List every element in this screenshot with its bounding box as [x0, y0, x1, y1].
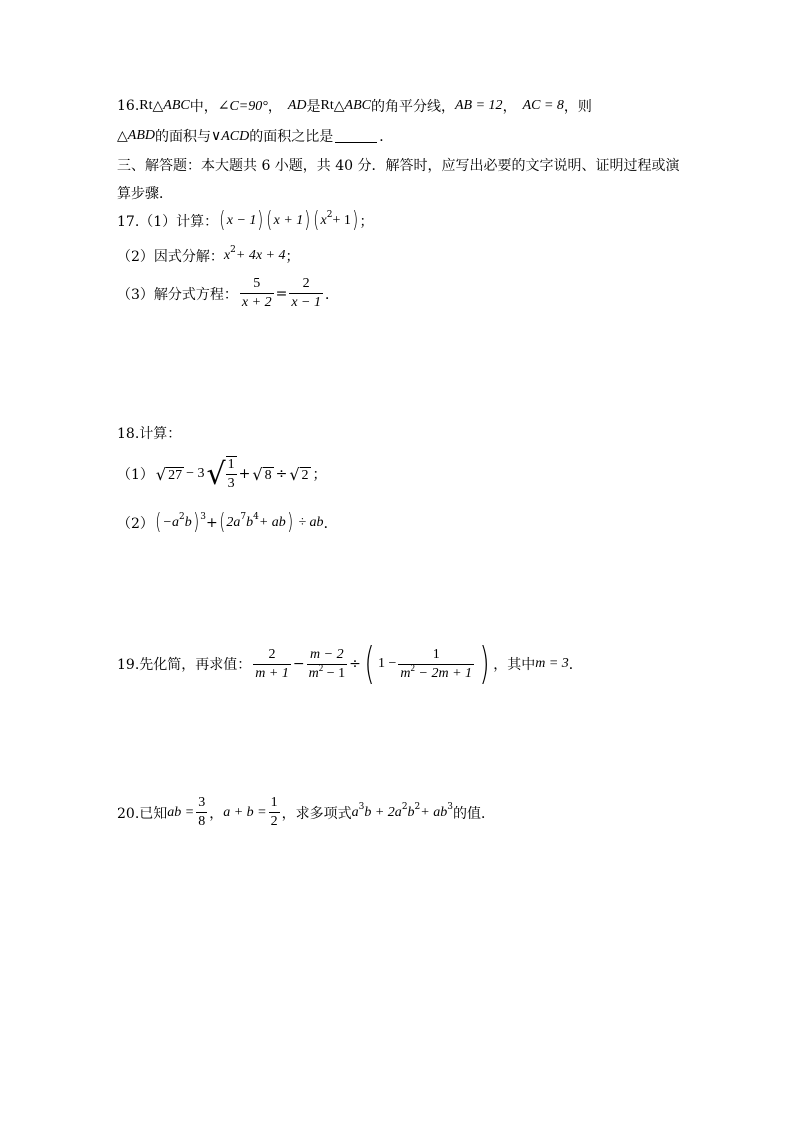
radicand: 27: [168, 467, 183, 483]
den-part: m: [400, 665, 411, 681]
frac-den: 3: [227, 476, 235, 491]
frac-den: x − 1: [291, 295, 321, 310]
q17-factor: x + 1: [273, 212, 304, 228]
q16-triangle-symbol: △: [333, 98, 345, 114]
exp: 4: [253, 511, 259, 522]
q17-factor: x: [320, 212, 327, 228]
q16-ac: AC = 8: [522, 98, 564, 113]
q20-label: 20.已知: [117, 805, 168, 822]
q16-line1: [117, 96, 592, 116]
frac-num: 1: [432, 646, 440, 662]
q19-fraction: [398, 647, 474, 682]
q17-factor: + 1: [332, 212, 351, 228]
q19-term: 1 −: [378, 656, 397, 671]
q16-text: 的面积与: [155, 129, 211, 145]
frac-num: 1: [227, 457, 235, 472]
q19-fraction: [307, 647, 348, 682]
q20-term: + ab: [420, 804, 448, 820]
radicand: 2: [301, 467, 309, 483]
q19-value: m = 3: [535, 656, 569, 671]
q17-poly: + 4x + 4: [235, 248, 286, 263]
frac-den: m + 1: [255, 665, 289, 681]
exp: 3: [447, 801, 453, 812]
q17-exp: 2: [230, 245, 236, 255]
frac-den: [398, 664, 474, 682]
q16-abd: ABD: [127, 128, 155, 143]
q18-text: ．: [323, 515, 338, 532]
q19-text: ，其中: [493, 657, 536, 673]
q18-fraction: [226, 456, 237, 492]
radicand: 8: [264, 467, 272, 483]
q17-part1: 17.（1）计算： ( x − 1 ) ( x + 1 ) ( x 2 + 1 ) ；: [117, 208, 374, 233]
den-part: m: [308, 665, 319, 681]
q18-term: b: [184, 514, 192, 530]
frac-den: x + 2: [241, 295, 272, 310]
exp: 2: [414, 801, 421, 812]
q16-text: ，则: [563, 99, 592, 115]
q17-poly: x: [223, 248, 231, 263]
q20-term: ab =: [167, 804, 195, 820]
q18-label-text: 18.计算：: [117, 426, 182, 442]
minus: −: [292, 656, 305, 672]
q16-rt: Rt: [320, 98, 334, 113]
exp: 7: [240, 511, 247, 522]
section-heading: 三、解答题：本大题共 6 小题，共 40 分．解答时，应写出必要的文字说明、证明过程或演: [117, 158, 680, 174]
q16-text: ，: [502, 99, 517, 115]
sqrt-27: √ 27: [155, 464, 183, 484]
frac-num: 5: [253, 276, 261, 291]
exp: 3: [200, 511, 207, 522]
q20-term: a + b =: [223, 804, 267, 820]
q16-rt: Rt: [139, 98, 153, 113]
q17-fraction: [240, 276, 274, 311]
equals: =: [275, 285, 288, 302]
q17-part3: [117, 276, 339, 311]
q20-fraction: [196, 795, 207, 830]
q17-part2: [117, 246, 299, 266]
q16-ab: AB = 12: [455, 98, 503, 113]
frac-num: m − 2: [310, 646, 344, 662]
den-part: − 2m + 1: [415, 665, 473, 681]
exp: 2: [401, 801, 408, 812]
q17-exp: 2: [326, 209, 333, 220]
q17-text: ；: [359, 213, 374, 230]
frac-num: 2: [268, 646, 276, 662]
frac-num: 1: [270, 795, 278, 810]
q17-factor: x − 1: [226, 212, 257, 228]
divide: ÷: [349, 656, 361, 672]
q18-term: −a: [162, 514, 179, 530]
q20-term: b + 2a: [364, 804, 402, 820]
q19-fraction: [253, 647, 291, 682]
q16-ad: AD: [287, 98, 307, 113]
answer-blank[interactable]: [335, 130, 377, 143]
q20-term: b: [407, 804, 415, 820]
plus: +: [206, 514, 218, 531]
q16-angle: ∠C=90°: [217, 98, 268, 114]
q17-text: ；: [285, 249, 300, 265]
frac-den: [307, 664, 348, 682]
q16-text: 的角平分线，: [371, 99, 455, 115]
q16-text: 中，: [189, 99, 218, 115]
exp: 3: [358, 801, 365, 812]
section-heading-cont: 算步骤．: [117, 186, 173, 202]
q18-label: [117, 423, 181, 443]
q18-text: ；: [312, 467, 327, 483]
q16-text: ．: [379, 129, 394, 145]
exp: 2: [318, 662, 324, 673]
q18-term: − 3: [186, 466, 205, 481]
q20-fraction: [269, 795, 280, 830]
q17-fraction: [289, 276, 323, 311]
frac-den: 8: [198, 814, 206, 829]
exp: 2: [178, 511, 185, 522]
q18-sub-label: （1）: [117, 467, 154, 483]
sqrt-8: √ 8: [252, 464, 272, 484]
q20-term: a: [351, 804, 359, 820]
q19-line: 19.先化简，再求值： $\frac{2}{m + 1}$ − $\frac{m - 2}{m^2 - 1}$ ÷ ( 1 − $\frac{1}{m^2 - 2m + 1}$ ) ，其中 m = 3 ．: [117, 638, 583, 689]
q16-acd: ∨ACD: [211, 128, 250, 144]
den-part: − 1: [323, 665, 346, 681]
frac-den: 2: [270, 814, 278, 829]
q16-abc: ABC: [163, 98, 190, 113]
sqrt-2: √ 2: [289, 464, 309, 484]
q18-term: + ab: [258, 514, 286, 530]
sqrt-frac: √ $\frac{1}{3}$: [206, 457, 235, 492]
q18-term: 2a: [226, 514, 241, 530]
q20-text: ，求多项式: [281, 805, 352, 822]
q16-text: 的面积之比是: [249, 129, 334, 145]
q18-part2: （2） ( −a 2 b ) 3 + ( 2a 7 b 4 + ab ) ÷ ab ．: [117, 510, 338, 535]
q20-text: ，: [209, 805, 224, 822]
q16-number: 16.: [117, 98, 140, 114]
q19-label: 19.先化简，再求值：: [117, 657, 252, 673]
frac-num: 2: [302, 276, 310, 291]
plus: +: [238, 466, 251, 482]
q20-line: [117, 795, 495, 830]
q17-label: （2）因式分解：: [117, 249, 224, 265]
q17-label: 17.（1）计算：: [117, 213, 219, 230]
q17-text: ．: [325, 286, 339, 303]
divide: ÷: [275, 466, 288, 482]
q18-term: b: [246, 514, 254, 530]
q16-abc: ABC: [344, 98, 371, 113]
q16-triangle-symbol: △: [117, 128, 128, 144]
q18-term: ÷ ab: [298, 514, 324, 530]
q19-text: ．: [568, 657, 583, 673]
section3-line2: [117, 183, 173, 203]
exp: 2: [410, 662, 416, 673]
frac-num: 3: [198, 795, 206, 810]
q18-sub-label: （2）: [117, 515, 154, 532]
section3-line1: [117, 155, 680, 175]
q16-triangle-symbol: △: [152, 98, 164, 114]
q17-label: （3）解分式方程：: [117, 286, 238, 303]
q18-part1: [117, 456, 327, 492]
q16-line2: [117, 126, 393, 146]
q16-text: 是: [306, 99, 321, 115]
q16-text: ，: [267, 99, 282, 115]
q20-text: 的值．: [452, 805, 495, 822]
